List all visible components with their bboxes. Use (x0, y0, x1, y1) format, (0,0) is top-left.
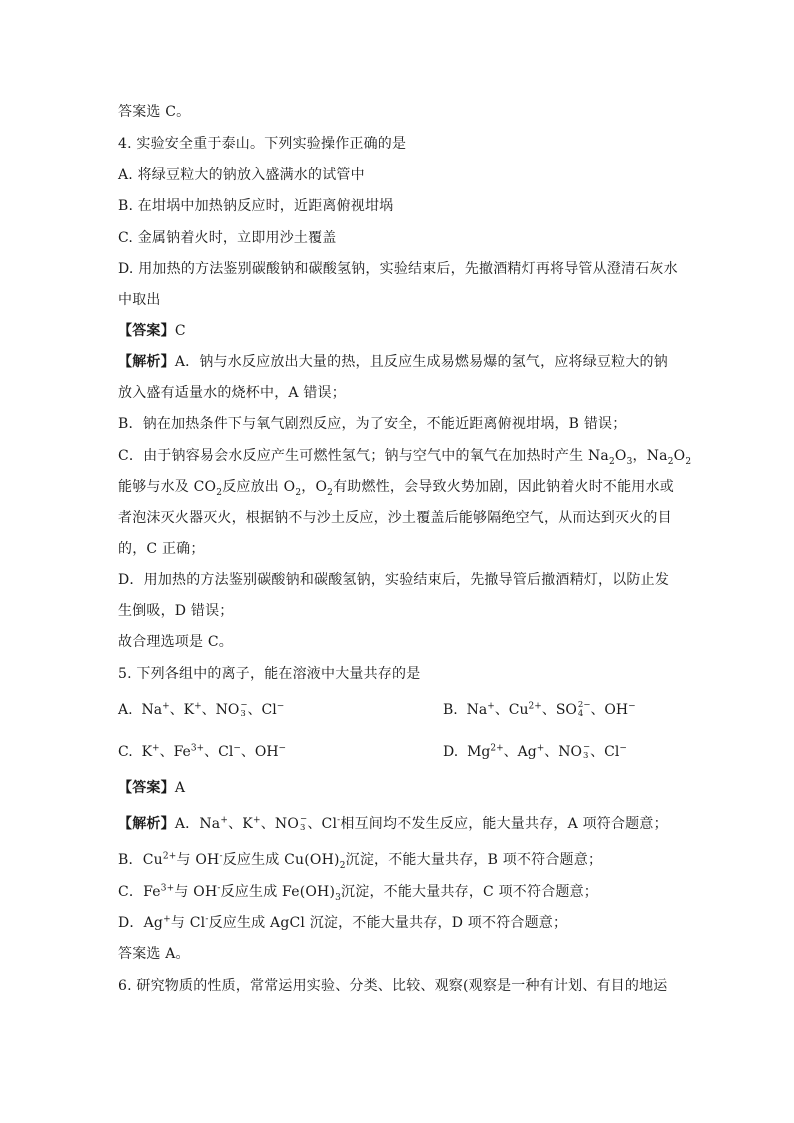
text-segment: O (614, 448, 627, 464)
charge: - (219, 851, 223, 862)
ion: 、Cl (204, 744, 234, 760)
answer-tag: 【答案】 (118, 780, 175, 796)
ion: 、Cu (494, 702, 529, 718)
explanation-4-line: D．用加热的方法鉴别碳酸钠和碳酸氢钠，实验结束后，先撤导管后撤酒精灯，以防止发 (118, 572, 670, 588)
charge-stack (240, 701, 247, 719)
subscript: 2 (667, 456, 674, 467)
text-segment: A．Na (174, 816, 221, 832)
option-label: B. (443, 702, 458, 718)
text-segment: 沉淀，不能大量共存，C 项不符合题意； (341, 884, 599, 900)
option-label: A. (118, 702, 133, 718)
text-segment: 、Cl (307, 816, 338, 832)
explanation-4-line (118, 477, 674, 497)
subscript: 4 (577, 709, 584, 719)
explanation-5-line (118, 814, 668, 834)
ion: NO (274, 816, 300, 832)
subscript: 3 (300, 823, 306, 833)
ion: Na (141, 702, 163, 718)
answer-value: A (174, 780, 186, 796)
explanation-5-line (118, 850, 602, 870)
ion: 、 (544, 744, 559, 760)
charge: − (240, 700, 248, 710)
subscript: 3 (583, 751, 589, 761)
question-5-option-b (443, 700, 636, 720)
text-segment: 相互间均不发生反应，能大量共存，A 项符合题意； (340, 816, 668, 832)
ion: 、 (541, 702, 556, 718)
charge: − (619, 743, 627, 754)
explanation-4-line: 者泡沫灭火器灭火，根据钠不与沙土反应，沙土覆盖后能够隔绝空气，从而达到灭火的目 (118, 510, 672, 526)
charge: 2+ (162, 851, 177, 862)
text-segment: C．Fe (118, 884, 161, 900)
explanation-4-line: 生倒吸，D 错误； (118, 603, 234, 619)
charge: − (233, 743, 241, 754)
charge: − (276, 701, 285, 712)
charge: + (152, 743, 160, 754)
text-segment: 、 (260, 816, 275, 832)
text-segment: 反应生成 Cu(OH) (222, 852, 340, 868)
question-4-option-c: C. 金属钠着火时，立即用沙土覆盖 (118, 230, 337, 246)
explanation-5-line: 答案选 A。 (118, 946, 190, 962)
ion: 、Cl (590, 744, 620, 760)
answer-tag: 【答案】 (118, 323, 175, 339)
subscript: 3 (626, 456, 633, 467)
charge: + (220, 815, 229, 826)
charge: 3+ (160, 883, 175, 894)
text-line: 答案选 C。 (118, 104, 191, 120)
charge: + (163, 914, 171, 925)
subscript: 3 (335, 892, 342, 903)
charge: - (205, 914, 209, 925)
ion: 、Ag (503, 744, 537, 760)
text-segment: 反应生成 AgCl 沉淀，不能大量共存，D 项不符合题意； (208, 915, 568, 931)
text-segment: 、K (228, 816, 253, 832)
text-segment: 有助燃性，会导致火势加剧，因此钠着火时不能用水或 (333, 479, 674, 495)
charge: 2+ (528, 701, 542, 712)
charge: + (536, 743, 545, 754)
ion: 、Cl (247, 702, 277, 718)
text-segment: C．由于钠容易会水反应产生可燃性氢气；钠与空气中的氧气在加热时产生 Na (118, 448, 609, 464)
ion: SO (555, 702, 577, 718)
text-segment: 反应生成 Fe(OH) (220, 884, 336, 900)
charge: − (278, 743, 287, 754)
text-segment: 与 OH (174, 884, 218, 900)
explanation-4-line: 故合理选项是 C。 (118, 634, 233, 650)
subscript: 2 (685, 456, 692, 467)
charge: + (487, 701, 495, 712)
option-label: C. (118, 744, 133, 760)
ion: 、K (169, 702, 195, 718)
charge-stack (578, 701, 591, 719)
question-5-option-c (118, 742, 286, 762)
text-segment: O (673, 448, 686, 464)
explanation-tag: 【解析】 (118, 354, 175, 370)
ion: NO (215, 702, 240, 718)
answer-4 (118, 321, 186, 341)
subscript: 2 (339, 860, 346, 871)
text-segment: B．Cu (118, 852, 163, 868)
explanation-4-line: 的，C 正确； (118, 541, 205, 557)
question-4-option-d: D. 用加热的方法鉴别碳酸钠和碳酸氢钠，实验结束后，先撤酒精灯再将导管从澄清石灰水 (118, 261, 678, 277)
question-6-stem: 6. 研究物质的性质，常常运用实验、分类、比较、观察(观察是一种有计划、有目的地运 (118, 978, 668, 994)
subscript: 2 (327, 487, 334, 498)
text-segment: ，O (301, 479, 328, 495)
subscript: 2 (608, 456, 615, 467)
explanation-4-line: B．钠在加热条件下与氧气剧烈反应，为了安全，不能近距离俯视坩埚，B 错误； (118, 416, 627, 432)
charge: − (300, 814, 308, 824)
ion: 、OH (590, 702, 629, 718)
answer-5 (118, 778, 185, 798)
answer-value: C (174, 323, 186, 339)
charge: − (583, 742, 591, 752)
charge: - (337, 815, 341, 826)
question-4-option-d-cont: 中取出 (118, 292, 161, 308)
text-segment: 能够与水及 CO (118, 479, 217, 495)
question-5-option-d (443, 742, 627, 762)
ion: NO (558, 744, 583, 760)
explanation-4-line: 放入盛有适量水的烧杯中，A 错误； (118, 385, 346, 401)
question-4-option-b: B. 在坩埚中加热钠反应时，近距离俯视坩埚 (118, 198, 394, 214)
explanation-4-line (118, 352, 668, 372)
text-segment: 沉淀，不能大量共存，B 项不符合题意； (345, 852, 603, 868)
explanation-5-line (118, 913, 567, 933)
explanation-tag: 【解析】 (118, 816, 175, 832)
charge: 2+ (490, 743, 504, 754)
text-segment: D．Ag (118, 915, 164, 931)
question-4-option-a: A. 将绿豆粒大的钠放入盛满水的试管中 (118, 167, 365, 183)
text-segment: 与 Cl (170, 915, 206, 931)
ion: K (141, 744, 153, 760)
subscript: 2 (295, 487, 302, 498)
charge: + (194, 701, 202, 712)
text-segment: ，Na (632, 448, 668, 464)
question-4-stem: 4. 实验安全重于泰山。下列实验操作正确的是 (118, 136, 407, 152)
ion: 、 (201, 702, 216, 718)
explanation-5-line (118, 882, 598, 902)
charge: − (628, 701, 636, 712)
question-5-option-a (118, 700, 284, 720)
charge: 2− (577, 700, 591, 710)
subscript: 3 (240, 709, 246, 719)
ion: Mg (467, 744, 491, 760)
option-label: D. (443, 744, 459, 760)
text-segment: 反应放出 O (222, 479, 296, 495)
ion: 、OH (240, 744, 279, 760)
charge: 3+ (190, 743, 205, 754)
text-segment: 与 OH (176, 852, 220, 868)
ion: 、Fe (159, 744, 191, 760)
charge: - (217, 883, 221, 894)
explanation-text: A．钠与水反应放出大量的热，且反应生成易燃易爆的氢气，应将绿豆粒大的钠 (174, 354, 668, 370)
charge: + (252, 815, 261, 826)
explanation-4-line (118, 446, 691, 466)
ion: Na (466, 702, 488, 718)
charge: + (162, 701, 170, 712)
question-5-stem: 5. 下列各组中的离子，能在溶液中大量共存的是 (118, 666, 421, 682)
subscript: 2 (216, 487, 223, 498)
